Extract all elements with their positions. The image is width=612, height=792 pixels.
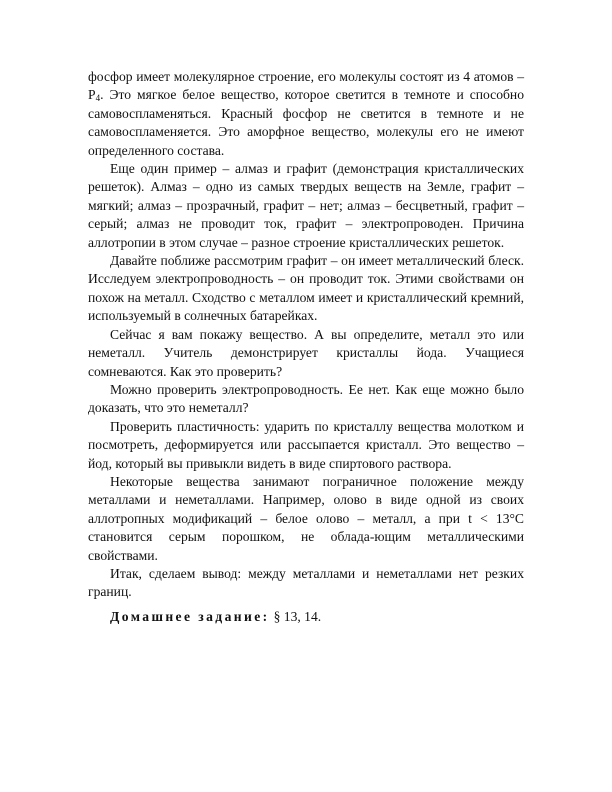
paragraph-conductivity-check: Можно проверить электропроводность. Ее нет. Как еще можно было доказать, что это неметалл? (88, 381, 524, 416)
paragraph-graphite-study: Давайте поближе рассмотрим графит – он имеет металлический блеск. Исследуем электропроводность – он проводит ток. Этими свойствами он похож на металл. Сходство с металлом имеет и кристаллический кремний, используемый в солнечных батарейках. (88, 253, 524, 324)
paragraph-iodine-demo: Сейчас я вам покажу вещество. А вы определите, металл это или неметалл. Учитель демонстрирует кристаллы йода. Учащиеся сомневаются. Как это проверить? (88, 326, 524, 379)
document-page (88, 68, 524, 626)
paragraph-plasticity-check: Проверить пластичность: ударить по кристаллу вещества молотком и посмотреть, деформируется или рассыпается кристалл. Это вещество – йод, который вы привыкли видеть в виде спиртового раствора. (88, 418, 524, 471)
homework-value: § 13, 14. (273, 608, 322, 624)
paragraph-text-continued: . Это мягкое белое вещество, которое светится в темноте и способно самовоспламеняться. Красный фосфор не светится в темноте и не самовоспламеняется. Это аморфное вещество, молекулы его не имеют определенного состава. (88, 87, 524, 158)
paragraph-tin-example: Некоторые вещества занимают пограничное положение между металлами и неметаллами. Например, олово в виде одной из своих аллотропных модификаций – белое олово – металл, а при t < 13°С становится серым порошком, не облада-ющим металлическими свойствами. (88, 473, 524, 563)
paragraph-text: фосфор имеет молекулярное строение, его молекулы состоят из 4 атомов – P (88, 69, 524, 103)
paragraph-diamond-graphite: Еще один пример – алмаз и графит (демонстрация кристаллических решеток). Алмаз – одно из самых твердых веществ на Земле, графит – мягкий; алмаз – прозрачный, графит – нет; алмаз – бесцветный, графит – серый; алмаз не проводит ток, графит – электропроводен. Причина аллотропии в этом случае – разное строение кристаллических решеток. (88, 161, 524, 250)
homework-label: Домашнее задание: (110, 608, 270, 624)
paragraph-phosphorus (88, 68, 524, 160)
formula-subscript: 4 (95, 93, 101, 104)
paragraph-conclusion: Итак, сделаем вывод: между металлами и неметаллами нет резких границ. (88, 565, 524, 600)
homework-line (88, 608, 524, 626)
